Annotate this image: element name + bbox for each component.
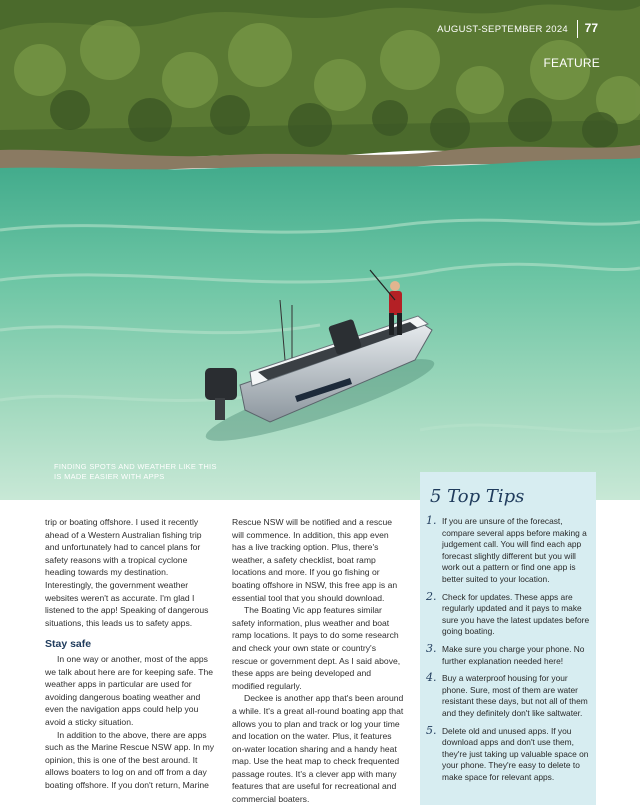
tip-text: If you are unsure of the forecast, compare several apps before making a judgement call. You will find each app forecast slightly different but you will work out a pattern or find one app is better suited to your location. [442, 516, 587, 584]
tip-item [426, 641, 592, 667]
body-paragraph: Deckee is another app that's been around a while. It's a great all-round boating app that allows you to plan and track or log your time and location on the water. Plus, it features on-water location sharing and a handy heat map. Use the heat map to check frequented passage routes. It's a clever app with many features that are useful for recreational and commercial boaters. [232, 693, 404, 805]
tip-number: 5. [426, 723, 437, 737]
top-tips-box [420, 472, 596, 805]
tip-item [426, 673, 592, 719]
tip-item [426, 723, 592, 784]
tip-number: 3. [426, 641, 437, 655]
header-divider [577, 20, 578, 38]
tip-number: 4. [426, 671, 437, 685]
subheading: Stay safe [45, 638, 92, 651]
tips-list [426, 516, 592, 789]
article-column-2 [232, 516, 404, 806]
tip-number: 1. [426, 514, 437, 527]
body-paragraph: In one way or another, most of the apps we talk about here are for keeping safe. The weather apps in particular are used for avoiding dangerous boating weather and even the navigation apps could help you avoid a sticky situation. [45, 653, 214, 727]
tip-text: Delete old and unused apps. If you download apps and don't use them, they're just taking up valuable space on your phone. They're easy to delete to make space for relevant apps. [442, 725, 589, 782]
tip-number: 2. [426, 589, 437, 603]
body-paragraph: The Boating Vic app features similar safety information, plus weather and boat ramp locations. It pays to do some research and check your own state or country's rescue or government dept. As I said above, these apps are being developed and modified regularly. [232, 605, 401, 691]
photo-caption: FINDING SPOTS AND WEATHER LIKE THIS IS MADE EASIER WITH APPS [54, 462, 217, 481]
tip-item [426, 589, 592, 638]
tip-text: Check for updates. These apps are regularly updated and it pays to make sure you have the latest updates before going boating. [442, 591, 590, 637]
body-paragraph: trip or boating offshore. I used it recently ahead of a Western Australian fishing trip and unfortunately had to cancel plans for safety reasons with a tropical cyclone heading towards my destination. Interestingly, the government weather websites weren't as accurate. I'm glad I listened to the app! Speaking of dangerous situations, this leads us to safety apps. [45, 517, 209, 628]
article-column-1 [45, 516, 217, 791]
section-label: FEATURE [543, 56, 600, 70]
page-number: 77 [584, 21, 598, 35]
running-header [0, 18, 640, 78]
tip-item [426, 516, 592, 586]
tip-text: Buy a waterproof housing for your phone. Sure, most of them are water resistant these days, but not all of them and they definitely don't like saltwater. [442, 673, 588, 718]
tips-title: 5 Top Tips [430, 486, 525, 507]
body-paragraph: In addition to the above, there are apps such as the Marine Rescue NSW app. In my opinion, this is one of the best around. It allows boaters to log on and off from a day boating offshore. If you don't return, Marine [45, 729, 215, 790]
tip-text: Make sure you charge your phone. No further explanation needed here! [442, 643, 585, 666]
body-paragraph: Rescue NSW will be notified and a rescue will commence. In addition, this app even has a live tracking option. Plus, there's weather, a safety checklist, boat ramp locations and more. If you go fishing or boating offshore in NSW, this free app is an essential tool that you should download. [232, 517, 398, 603]
issue-date: AUGUST-SEPTEMBER 2024 [437, 24, 568, 35]
